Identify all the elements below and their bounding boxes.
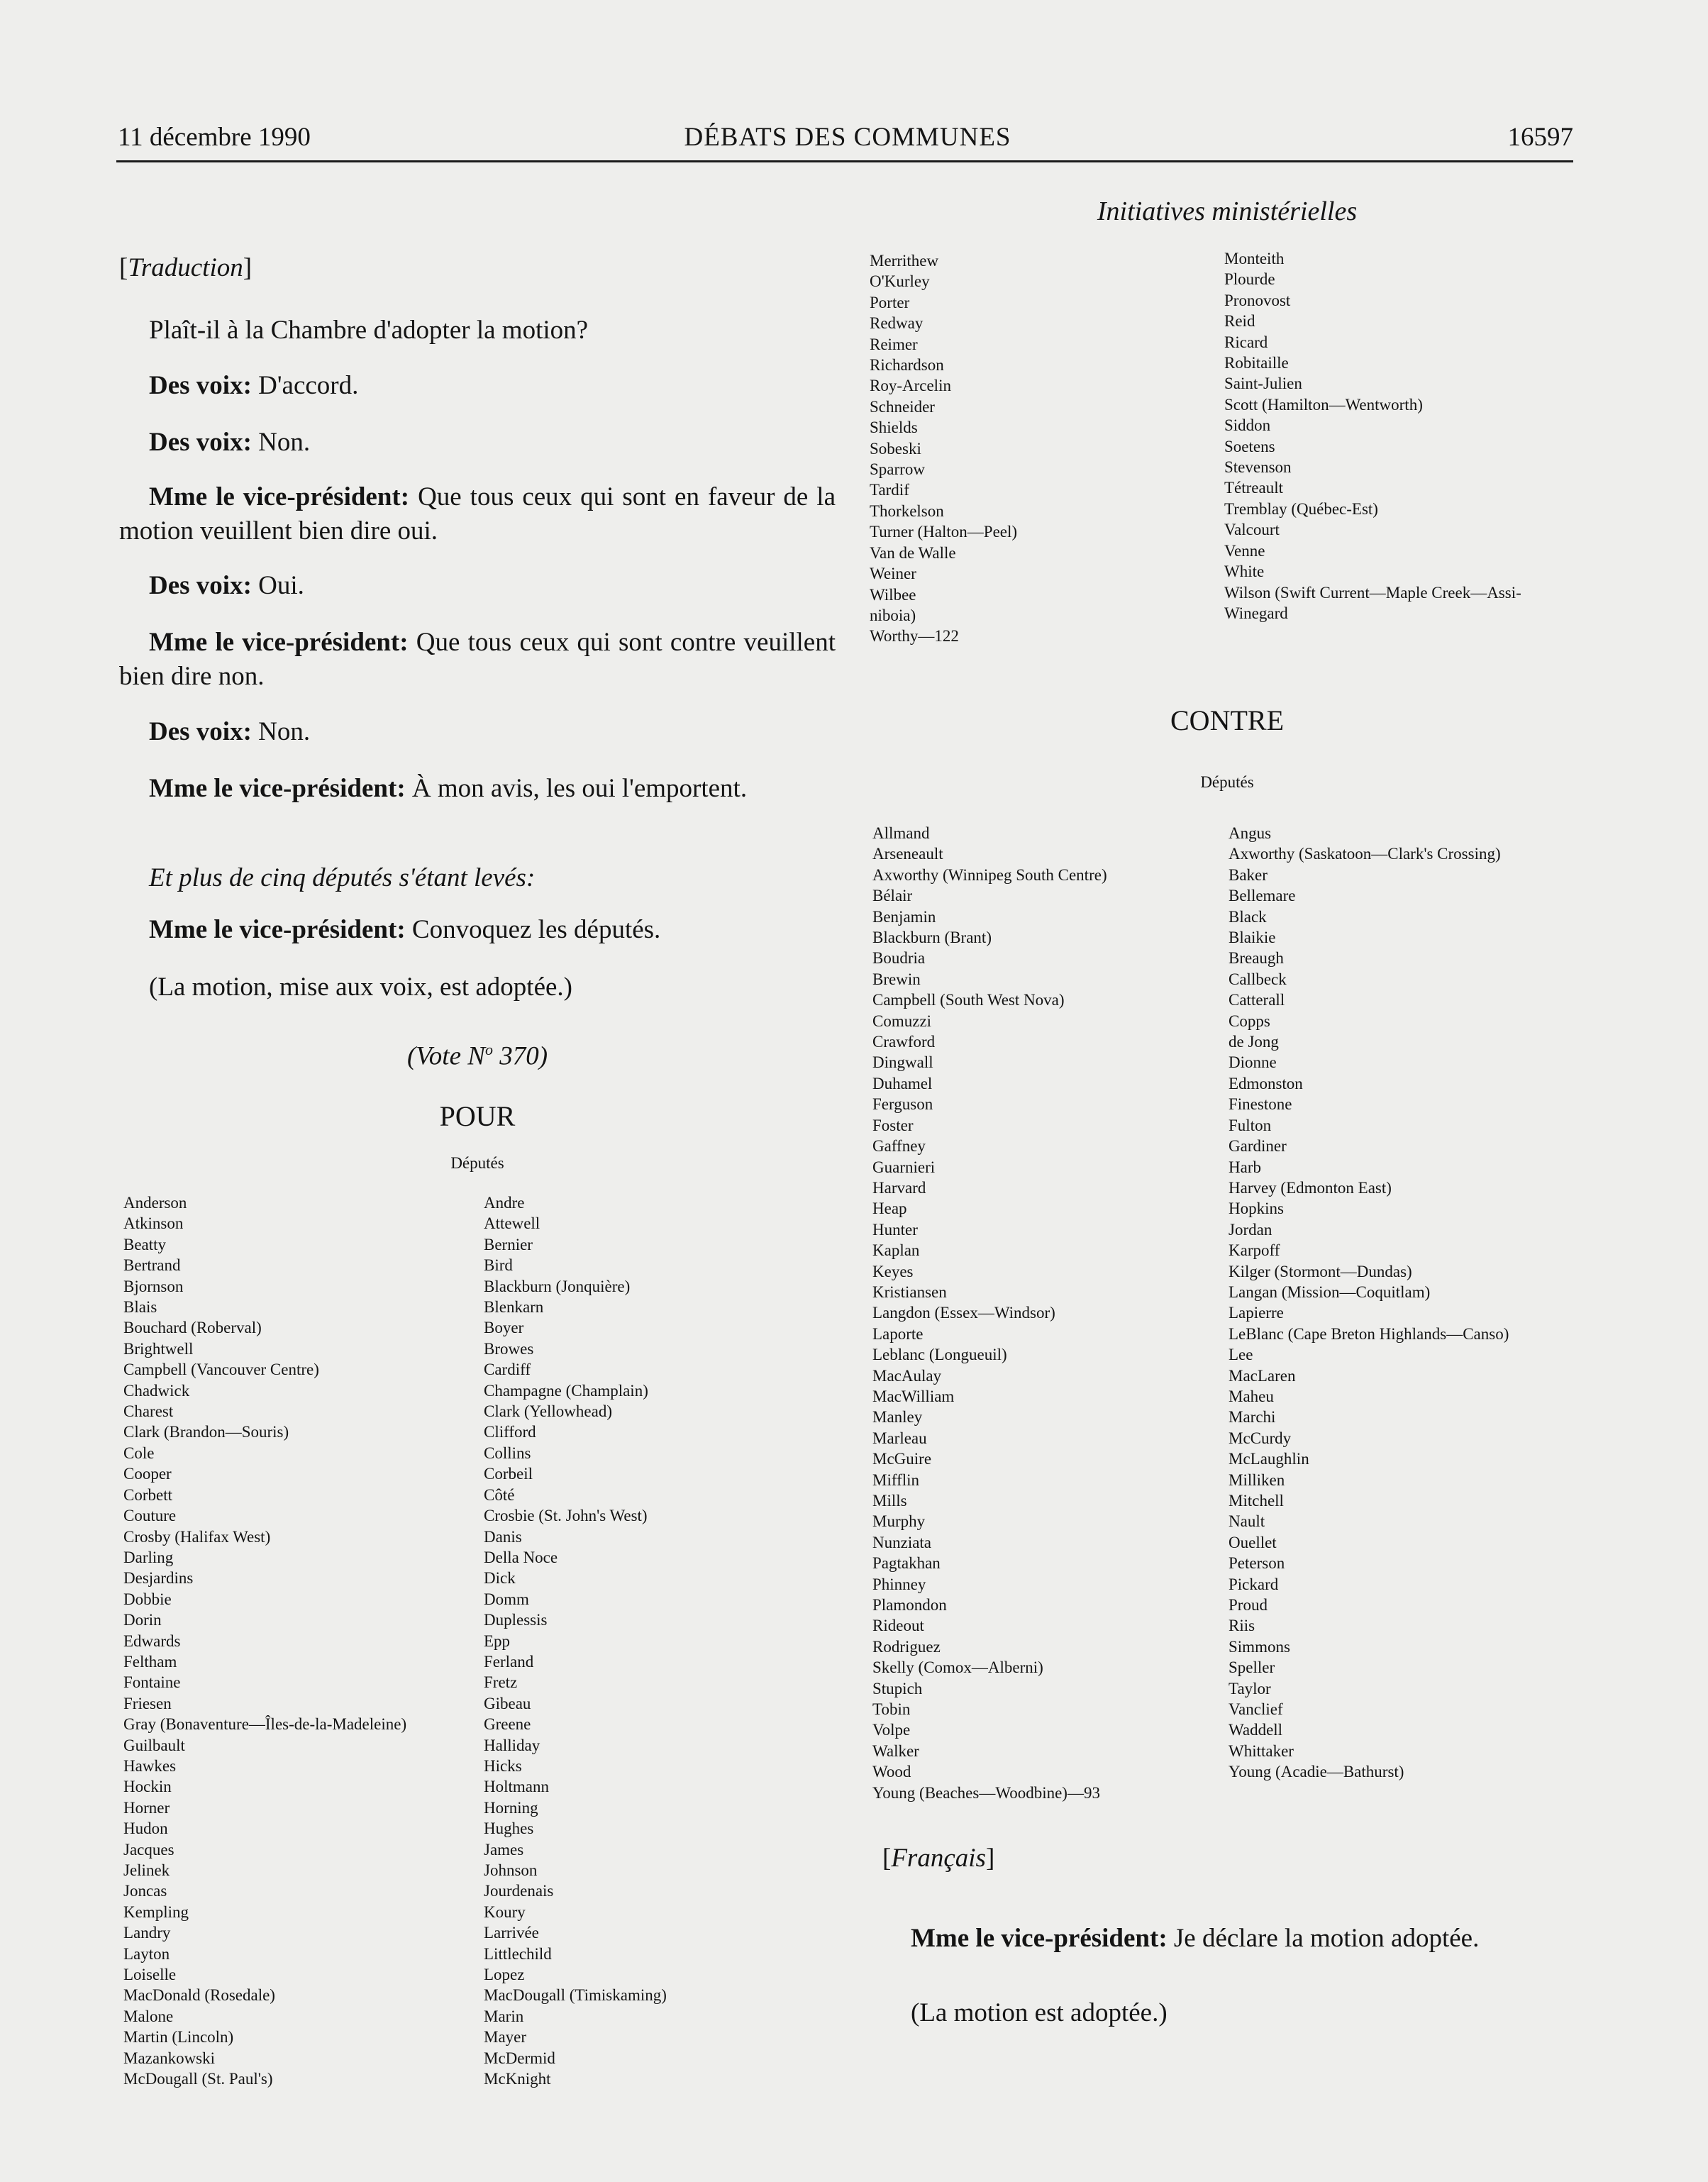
member-name: Ricard (1224, 333, 1268, 351)
speaker: Mme le vice-président: (149, 915, 406, 944)
speech-p1 (119, 369, 836, 403)
member-name: Malone (123, 2007, 174, 2025)
member-name: Redway (870, 314, 924, 333)
speech-p5 (119, 626, 836, 694)
member-name: Charest (123, 1402, 174, 1421)
header-date: 11 décembre 1990 (118, 123, 311, 152)
vote-prefix: (Vote N (406, 1041, 485, 1071)
member-name: Collins (484, 1444, 531, 1462)
member-name: Hopkins (1229, 1200, 1284, 1218)
member-name: Campbell (Vancouver Centre) (123, 1361, 319, 1379)
member-name: Cole (123, 1444, 155, 1462)
member-name: Horner (123, 1798, 170, 1817)
member-name: Sobeski (870, 439, 921, 458)
speaker: Des voix: (149, 428, 252, 457)
contre-deputes-label: Députés (1200, 773, 1254, 791)
vote-suffix: 370) (492, 1041, 548, 1071)
member-name: Scott (Hamilton—Wentworth) (1224, 395, 1423, 414)
member-name: Hughes (484, 1820, 534, 1838)
member-name: Rideout (872, 1617, 924, 1635)
speech-p4 (119, 569, 836, 603)
member-name: McGuire (872, 1450, 932, 1468)
contre-list-col2 (1229, 823, 1509, 1783)
member-name: Bertrand (123, 1256, 181, 1275)
member-name: Soetens (1224, 437, 1275, 455)
member-name: Plamondon (872, 1596, 947, 1615)
member-name: Gaffney (872, 1137, 926, 1156)
section-title: Initiatives ministérielles (1097, 196, 1358, 226)
member-name: Cardiff (484, 1361, 531, 1379)
speech-p2 (119, 426, 836, 460)
member-name: Axworthy (Saskatoon—Clark's Crossing) (1229, 845, 1501, 863)
member-name: Jelinek (123, 1861, 170, 1879)
member-name: Ferland (484, 1652, 534, 1671)
vote-sup: o (484, 1041, 493, 1058)
member-name: Danis (484, 1527, 522, 1546)
speech-p3 (119, 480, 836, 548)
member-name: Joncas (123, 1882, 167, 1900)
member-name: Skelly (Comox—Alberni) (872, 1658, 1043, 1677)
member-name: Desjardins (123, 1569, 194, 1588)
speaker: Mme le vice-président: (149, 774, 406, 803)
member-name: Bjornson (123, 1277, 184, 1295)
speaker: Des voix: (149, 571, 252, 600)
member-name: Nault (1229, 1512, 1265, 1531)
member-name: Attewell (484, 1214, 540, 1233)
member-name: Riis (1229, 1617, 1255, 1635)
member-name: MacLaren (1229, 1366, 1296, 1385)
member-name: niboia) (870, 606, 916, 624)
member-name: Blaikie (1229, 929, 1276, 947)
member-name: Duhamel (872, 1074, 933, 1092)
member-name: Chadwick (123, 1381, 190, 1400)
member-name: MacDonald (Rosedale) (123, 1986, 275, 2005)
member-name: Sparrow (870, 460, 925, 479)
member-name: Browes (484, 1339, 534, 1358)
member-name: Mayer (484, 2028, 527, 2047)
member-name: Holtmann (484, 1778, 549, 1796)
member-name: Mitchell (1229, 1492, 1284, 1510)
speech-text: D'accord. (251, 371, 359, 400)
member-name: Laporte (872, 1324, 924, 1343)
member-name: Karpoff (1229, 1241, 1280, 1260)
member-name: Ouellet (1229, 1533, 1277, 1551)
member-name: Wilson (Swift Current—Maple Creek—Assi- (1224, 583, 1521, 602)
member-name: Monteith (1224, 250, 1285, 267)
member-name: Duplessis (484, 1611, 548, 1629)
member-name: Crosbie (St. John's West) (484, 1507, 648, 1525)
member-name: Pronovost (1224, 291, 1291, 309)
member-name: Friesen (123, 1694, 172, 1712)
member-name: McLaughlin (1229, 1450, 1309, 1468)
member-name: Bouchard (Roberval) (123, 1319, 262, 1337)
member-name: Bernier (484, 1235, 533, 1253)
member-name: Heap (872, 1200, 907, 1218)
member-name: Maheu (1229, 1387, 1274, 1405)
member-name: Weiner (870, 565, 916, 583)
member-name: Finestone (1229, 1095, 1292, 1114)
pour-heading: POUR (439, 1100, 516, 1132)
member-name: Pickard (1229, 1575, 1279, 1593)
member-name: Waddell (1229, 1721, 1283, 1739)
member-name: Allmand (872, 824, 930, 842)
contre-heading: CONTRE (1170, 704, 1284, 736)
member-name: Pagtakhan (872, 1554, 941, 1573)
member-name: Simmons (1229, 1637, 1290, 1656)
member-name: Milliken (1229, 1471, 1285, 1489)
member-name: Dobbie (123, 1590, 172, 1608)
member-name: Young (Beaches—Woodbine)—93 (872, 1783, 1100, 1802)
speaker: Mme le vice-président: (911, 1924, 1168, 1953)
member-name: Clifford (484, 1423, 536, 1441)
member-name: Darling (123, 1548, 174, 1566)
speech-p6 (119, 715, 836, 749)
member-name: Comuzzi (872, 1012, 932, 1030)
member-name: Larrivée (484, 1924, 539, 1942)
member-name: Blackburn (Brant) (872, 929, 992, 947)
speech-p8 (119, 913, 836, 947)
member-name: Saint-Julien (1224, 375, 1302, 393)
member-name: Lapierre (1229, 1304, 1284, 1322)
speech-text: Non. (251, 717, 311, 746)
member-name: Horning (484, 1798, 538, 1817)
member-name: Black (1229, 907, 1267, 926)
member-name: Langan (Mission—Coquitlam) (1229, 1283, 1431, 1301)
member-name: O'Kurley (870, 272, 930, 291)
member-name: Axworthy (Winnipeg South Centre) (872, 865, 1107, 884)
member-name: Bélair (872, 887, 913, 905)
member-name: Plourde (1224, 270, 1275, 289)
member-name: Edwards (123, 1632, 181, 1650)
member-name: Murphy (872, 1512, 926, 1531)
member-name: Shields (870, 419, 918, 437)
member-name: Fontaine (123, 1673, 181, 1692)
member-name: Copps (1229, 1012, 1270, 1030)
member-name: Crosby (Halifax West) (123, 1527, 271, 1546)
adopted-note: (La motion, mise aux voix, est adoptée.) (149, 973, 572, 1002)
member-name: Porter (870, 293, 910, 311)
member-name: Reid (1224, 312, 1255, 331)
member-name: Venne (1224, 541, 1265, 560)
speech-text: À mon avis, les oui l'emportent. (405, 774, 748, 803)
member-name: Worthy—122 (870, 627, 959, 646)
member-name: Layton (123, 1944, 170, 1963)
member-name: Robitaille (1224, 354, 1289, 372)
member-name: Dorin (123, 1611, 162, 1629)
speech-text: Convoquez les députés. (405, 915, 661, 944)
member-name: McCurdy (1229, 1429, 1292, 1447)
member-name: Young (Acadie—Bathurst) (1229, 1763, 1404, 1781)
member-name: Gibeau (484, 1694, 531, 1712)
standing-note: Et plus de cinq députés s'étant levés: (149, 863, 536, 892)
member-name: Kilger (Stormont—Dundas) (1229, 1262, 1412, 1280)
member-name: Anderson (123, 1194, 187, 1212)
header-rule (116, 160, 1573, 162)
member-name: Kempling (123, 1903, 189, 1921)
member-name: Turner (Halton—Peel) (870, 523, 1018, 541)
member-name: Callbeck (1229, 970, 1287, 988)
member-name: Stupich (872, 1679, 923, 1698)
member-name: Fretz (484, 1673, 518, 1692)
member-name: Arseneault (872, 845, 943, 863)
member-name: Mifflin (872, 1471, 920, 1489)
pour-list-col2 (484, 1192, 667, 2089)
member-name: Feltham (123, 1652, 177, 1671)
member-name: Epp (484, 1632, 511, 1650)
member-name: McDermid (484, 2049, 555, 2067)
pour-deputes-label: Députés (450, 1154, 504, 1172)
member-name: Edmonston (1229, 1074, 1303, 1092)
member-name: Wood (872, 1763, 911, 1781)
member-name: Proud (1229, 1596, 1268, 1615)
member-name: MacDougall (Timiskaming) (484, 1986, 667, 2005)
member-name: Boyer (484, 1319, 524, 1337)
member-name: Tardif (870, 481, 909, 499)
member-name: Clark (Yellowhead) (484, 1402, 612, 1421)
member-name: Ferguson (872, 1095, 933, 1114)
member-name: MacWilliam (872, 1387, 955, 1405)
member-name: Keyes (872, 1262, 914, 1280)
francais-label: Français (891, 1844, 986, 1873)
pour-list-col4 (1224, 248, 1521, 624)
question-paragraph: Plaît-il à la Chambre d'adopter la motion? (149, 316, 589, 345)
member-name: Couture (123, 1507, 177, 1525)
member-name: Bird (484, 1256, 513, 1275)
member-name: Whittaker (1229, 1741, 1294, 1760)
member-name: Phinney (872, 1575, 926, 1593)
contre-list-col1 (872, 823, 1107, 1803)
member-name: Nunziata (872, 1533, 932, 1551)
speaker: Des voix: (149, 371, 252, 400)
member-name: Domm (484, 1590, 529, 1608)
member-name: Blackburn (Jonquière) (484, 1277, 631, 1295)
member-name: Bellemare (1229, 887, 1296, 905)
traduction-tag: [Traduction] (119, 253, 253, 282)
speaker: Mme le vice-président: (149, 628, 409, 657)
member-name: Jacques (123, 1840, 174, 1859)
member-name: Hockin (123, 1778, 172, 1796)
member-name: Hunter (872, 1220, 918, 1239)
member-name: Valcourt (1224, 521, 1280, 539)
member-name: Leblanc (Longueuil) (872, 1346, 1007, 1364)
member-name: Marchi (1229, 1408, 1276, 1427)
member-name: Champagne (Champlain) (484, 1381, 648, 1400)
member-name: Gardiner (1229, 1137, 1287, 1156)
member-name: Crawford (872, 1033, 936, 1051)
member-name: Roy-Arcelin (870, 377, 951, 395)
member-name: Hicks (484, 1756, 522, 1775)
final-speech (911, 1923, 1479, 1954)
member-name: Andre (484, 1194, 525, 1212)
member-name: Blenkarn (484, 1298, 544, 1317)
member-name: Schneider (870, 397, 935, 416)
member-name: Harb (1229, 1158, 1261, 1176)
member-name: Tétreault (1224, 479, 1284, 497)
member-name: Corbett (123, 1485, 172, 1504)
member-name: Landry (123, 1924, 171, 1942)
member-name: Blais (123, 1298, 157, 1317)
member-name: Mills (872, 1492, 907, 1510)
member-name: Martin (Lincoln) (123, 2028, 234, 2047)
traduction-label: Traduction (128, 253, 243, 282)
speaker: Mme le vice-président: (149, 482, 410, 511)
member-name: Lopez (484, 1966, 525, 1984)
member-name: Vanclief (1229, 1700, 1283, 1719)
speech-text: Je déclare la motion adoptée. (1167, 1924, 1480, 1953)
header-title: DÉBATS DES COMMUNES (684, 123, 1011, 152)
member-name: Winegard (1224, 604, 1288, 622)
member-name: MacAulay (872, 1366, 942, 1385)
member-name: Angus (1229, 824, 1272, 842)
member-name: Tobin (872, 1700, 911, 1719)
member-name: Boudria (872, 949, 926, 968)
member-name: Harvey (Edmonton East) (1229, 1178, 1392, 1197)
member-name: Wilbee (870, 585, 916, 604)
member-name: Johnson (484, 1861, 538, 1879)
member-name: Côté (484, 1485, 515, 1504)
final-adopted: (La motion est adoptée.) (911, 1998, 1168, 2027)
member-name: Atkinson (123, 1214, 184, 1233)
member-name: Taylor (1229, 1679, 1271, 1698)
member-name: Baker (1229, 865, 1268, 884)
member-name: Catterall (1229, 991, 1285, 1009)
member-name: Campbell (South West Nova) (872, 991, 1065, 1009)
member-name: Volpe (872, 1721, 911, 1739)
member-name: McDougall (St. Paul's) (123, 2070, 273, 2088)
member-name: White (1224, 563, 1265, 581)
member-name: Jordan (1229, 1220, 1272, 1239)
member-name: Manley (872, 1408, 923, 1427)
member-name: Fulton (1229, 1116, 1272, 1134)
member-name: Breaugh (1229, 949, 1284, 968)
member-name: Guarnieri (872, 1158, 936, 1176)
page-number: 16597 (1507, 123, 1573, 152)
vote-number (119, 1033, 836, 1073)
member-name: Tremblay (Québec-Est) (1224, 499, 1378, 518)
member-name: Dionne (1229, 1053, 1277, 1072)
member-name: LeBlanc (Cape Breton Highlands—Canso) (1229, 1324, 1509, 1343)
speech-text: Oui. (251, 571, 304, 600)
member-name: Thorkelson (870, 502, 944, 520)
speech-text: Que tous ceux qui sont contre veuillent bien dire non. (119, 628, 836, 691)
member-name: Dick (484, 1569, 516, 1588)
pour-list-col1 (123, 1192, 406, 2089)
member-name: Clark (Brandon—Souris) (123, 1423, 289, 1441)
member-name: Foster (872, 1116, 914, 1134)
member-name: Hudon (123, 1820, 168, 1838)
member-name: Siddon (1224, 416, 1271, 435)
member-name: Marleau (872, 1429, 927, 1447)
member-name: Peterson (1229, 1554, 1285, 1573)
member-name: Greene (484, 1715, 531, 1734)
member-name: Richardson (870, 356, 944, 375)
member-name: Rodriguez (872, 1637, 941, 1656)
member-name: Walker (872, 1741, 919, 1760)
member-name: Harvard (872, 1178, 926, 1197)
member-name: Gray (Bonaventure—Îles-de-la-Madeleine) (123, 1715, 407, 1734)
member-name: Corbeil (484, 1465, 533, 1483)
member-name: Hawkes (123, 1756, 177, 1775)
speech-p7 (119, 772, 836, 806)
speaker: Des voix: (149, 717, 252, 746)
member-name: McKnight (484, 2070, 551, 2088)
member-name: Marin (484, 2007, 524, 2025)
member-name: Kristiansen (872, 1283, 947, 1301)
member-name: James (484, 1840, 524, 1859)
member-name: Halliday (484, 1736, 540, 1754)
member-name: Della Noce (484, 1548, 558, 1566)
member-name: Koury (484, 1903, 526, 1921)
member-name: Brightwell (123, 1339, 194, 1358)
speech-text: Que tous ceux qui sont en faveur de la motion veuillent bien dire oui. (119, 482, 836, 546)
member-name: Dingwall (872, 1053, 933, 1072)
pour-list-col3 (870, 250, 1017, 647)
member-name: Merrithew (870, 252, 939, 270)
member-name: de Jong (1229, 1033, 1279, 1051)
member-name: Reimer (870, 335, 918, 353)
member-name: Stevenson (1224, 458, 1292, 477)
speech-text: Non. (251, 428, 311, 457)
member-name: Kaplan (872, 1241, 920, 1260)
member-name: Speller (1229, 1658, 1275, 1677)
member-name: Van de Walle (870, 543, 956, 562)
member-name: Lee (1229, 1346, 1253, 1364)
member-name: Benjamin (872, 907, 936, 926)
member-name: Loiselle (123, 1966, 177, 1984)
member-name: Mazankowski (123, 2049, 216, 2067)
francais-tag: [Français] (882, 1844, 995, 1873)
member-name: Cooper (123, 1465, 172, 1483)
member-name: Brewin (872, 970, 921, 988)
member-name: Littlechild (484, 1944, 552, 1963)
member-name: Langdon (Essex—Windsor) (872, 1304, 1055, 1322)
member-name: Jourdenais (484, 1882, 554, 1900)
member-name: Guilbault (123, 1736, 185, 1754)
member-name: Beatty (123, 1235, 167, 1253)
